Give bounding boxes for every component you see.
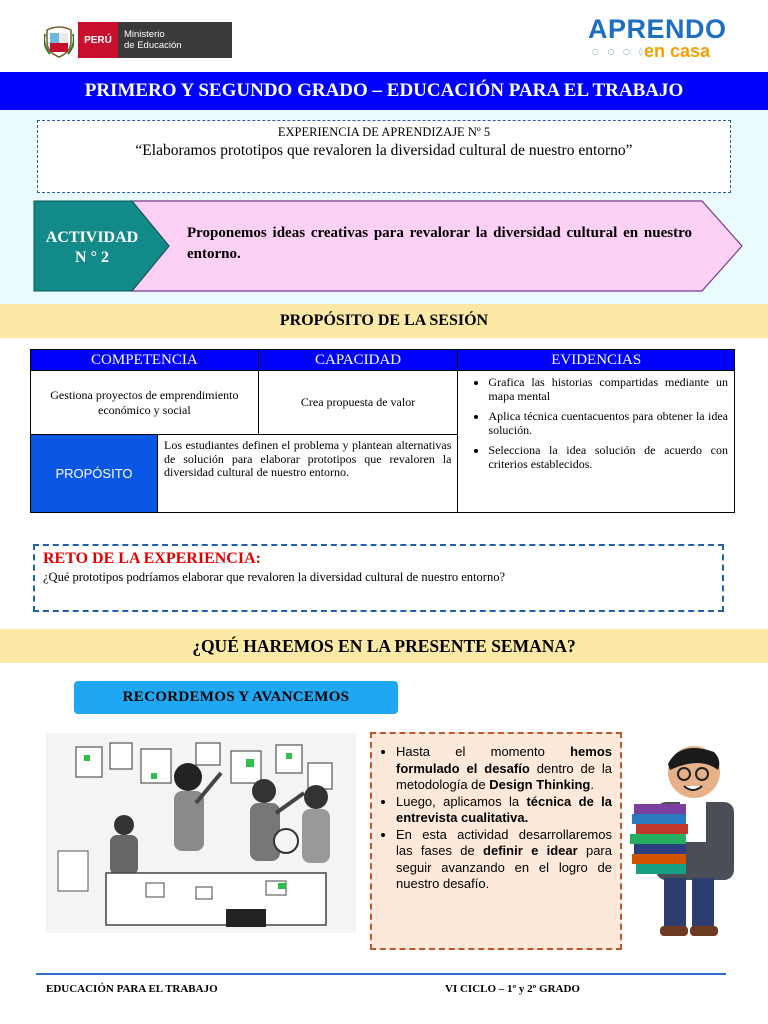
activity-label-line2: N ° 2 [75, 249, 109, 266]
proposito-text: Los estudiantes definen el problema y plantean alternativas de solución para elaborar prototipos que revaloren la diversidad cultural de nuestro entorno. [164, 438, 452, 479]
logo-dots: ○ ○ ○ ◊ [592, 47, 646, 56]
peru-label: PERÚ [78, 22, 118, 58]
footer-left: EDUCACIÓN PARA EL TRABAJO [46, 983, 218, 995]
logo-main: APRENDO [588, 14, 727, 44]
aprendo-en-casa-logo [588, 12, 738, 60]
reto-question: ¿Qué prototipos podríamos elaborar que revaloren la diversidad cultural de nuestro entorno? [43, 570, 505, 584]
footer-right: VI CICLO – 1º y 2º GRADO [445, 983, 580, 995]
experience-label: EXPERIENCIA DE APRENDIZAJE Nº 5 [277, 125, 491, 139]
activity-text: Proponemos ideas creativas para revalorar la diversidad cultural en nuestro entorno. [187, 225, 692, 262]
reto-title: RETO DE LA EXPERIENCIA: [43, 550, 261, 567]
activity-label [36, 228, 148, 268]
proposito-label: PROPÓSITO [31, 435, 158, 512]
header-evidencias: EVIDENCIAS [458, 350, 735, 371]
capacidad-cell: Crea propuesta de valor [258, 371, 458, 435]
activity-label-line1: ACTIVIDAD [45, 229, 139, 246]
reto-box [33, 544, 724, 612]
ministry-line2: de Educación [124, 40, 182, 51]
evidencias-cell [458, 371, 735, 513]
summary-item: • En esta actividad desarrollaremos las fases de definir e idear para seguir avanzando en el logro de nuestro desafío. [396, 827, 612, 893]
teacher-illustration [630, 742, 740, 942]
logo-sub: en casa [644, 41, 711, 61]
page-title: PRIMERO Y SEGUNDO GRADO – EDUCACIÓN PARA EL TRABAJO [0, 72, 768, 110]
footer-divider [36, 973, 726, 975]
ministry-line1: Ministerio [124, 29, 165, 40]
purpose-table [30, 349, 735, 513]
header-competencia: COMPETENCIA [31, 350, 259, 371]
ministry-logo [78, 22, 232, 58]
recordemos-heading: RECORDEMOS Y AVANCEMOS [74, 681, 398, 714]
evidencia-item: • Selecciona la idea solución de acuerdo con criterios establecidos. [488, 443, 728, 471]
summary-box [370, 732, 622, 950]
evidencia-item: • Grafica las historias compartidas mediante un mapa mental [488, 375, 728, 403]
summary-item: • Luego, aplicamos la técnica de la entrevista cualitativa. [396, 794, 612, 827]
summary-item: • Hasta el momento hemos formulado el desafío dentro de la metodología de Design Thinking. [396, 744, 612, 794]
header-capacidad: CAPACIDAD [258, 350, 458, 371]
evidencia-item: • Aplica técnica cuentacuentos para obtener la idea solución. [488, 409, 728, 437]
competencia-cell: Gestiona proyectos de emprendimiento económico y social [31, 371, 259, 435]
experience-box [37, 120, 731, 193]
purpose-band: PROPÓSITO DE LA SESIÓN [0, 304, 768, 338]
week-band: ¿QUÉ HAREMOS EN LA PRESENTE SEMANA? [0, 629, 768, 663]
experience-name: “Elaboramos prototipos que revaloren la diversidad cultural de nuestro entorno” [135, 142, 633, 159]
team-illustration [46, 733, 356, 933]
coat-of-arms-icon [44, 24, 74, 58]
